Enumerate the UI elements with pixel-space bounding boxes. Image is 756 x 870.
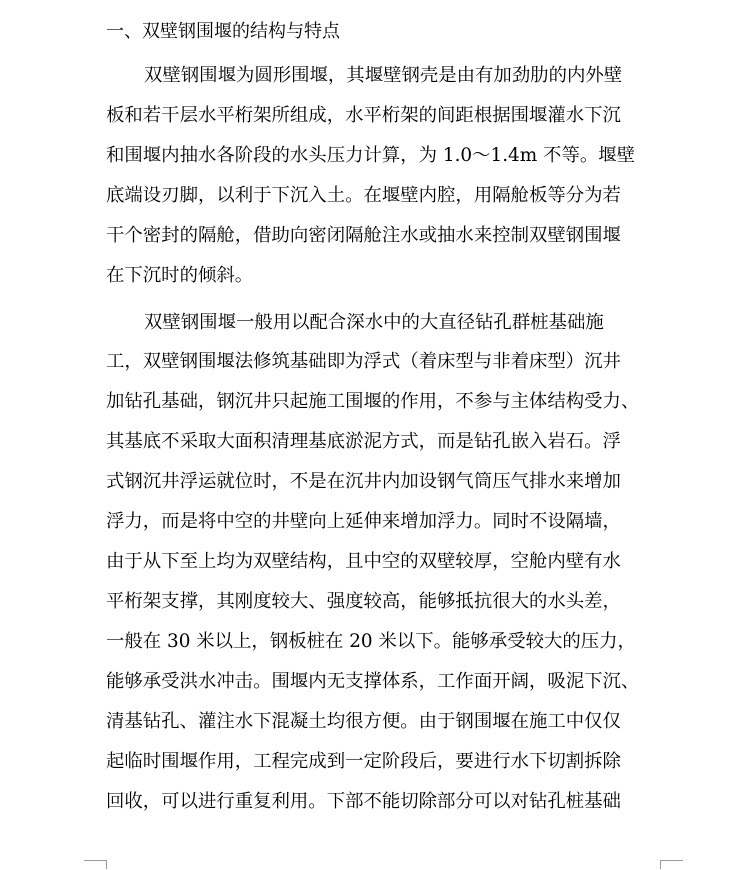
paragraph-2-line: 能够承受洪水冲击。围堰内无支撑体系，工作面开阔，吸泥下沉、 xyxy=(106,671,640,692)
paragraph-2-line: 式钢沉井浮运就位时，不是在沉井内加设钢气筒压气排水来增加 xyxy=(106,471,621,492)
paragraph-2-line: 一般在 30 米以上，钢板桩在 20 米以下。能够承受较大的压力， xyxy=(106,631,636,652)
paragraph-1-line: 双壁钢围堰为圆形围堰，其堰壁钢壳是由有加劲肋的内外壁 xyxy=(144,65,623,86)
paragraph-1-line: 在下沉时的倾斜。 xyxy=(106,265,254,286)
paragraph-1-line: 底端设刃脚，以利于下沉入土。在堰壁内腔，用隔舱板等分为若 xyxy=(106,185,621,206)
paragraph-2-line: 起临时围堰作用，工程完成到一定阶段后，要进行水下切割拆除 xyxy=(106,751,621,772)
paragraph-2-line: 加钻孔基础，钢沉井只起施工围堰的作用，不参与主体结构受力、 xyxy=(106,391,640,412)
paragraph-2-line: 清基钻孔、灌注水下混凝土均很方便。由于钢围堰在施工中仅仅 xyxy=(106,711,621,732)
paragraph-2-line: 浮力，而是将中空的井壁向上延伸来增加浮力。同时不设隔墙， xyxy=(106,511,621,532)
page-corner-mark-left xyxy=(84,860,107,869)
paragraph-2-line: 工，双壁钢围堰法修筑基础即为浮式（着床型与非着床型）沉井 xyxy=(106,351,621,372)
paragraph-1-line: 板和若干层水平桁架所组成，水平桁架的间距根据围堰灌水下沉 xyxy=(106,105,621,126)
paragraph-2-line: 由于从下至上均为双壁结构，且中空的双壁较厚，空舱内壁有水 xyxy=(106,551,621,572)
paragraph-2-line: 回收，可以进行重复利用。下部不能切除部分可以对钻孔桩基础 xyxy=(106,791,621,812)
paragraph-2-line: 平桁架支撑，其刚度较大、强度较高，能够抵抗很大的水头差， xyxy=(106,591,621,612)
paragraph-1-line: 和围堰内抽水各阶段的水头压力计算，为 1.0～1.4m 不等。堰壁 xyxy=(106,145,636,166)
section-heading: 一、双壁钢围堰的结构与特点 xyxy=(106,21,340,42)
paragraph-1-line: 干个密封的隔舱，借助向密闭隔舱注水或抽水来控制双壁钢围堰 xyxy=(106,225,621,246)
paragraph-2-line: 其基底不采取大面积清理基底淤泥方式，而是钻孔嵌入岩石。浮 xyxy=(106,431,621,452)
page-corner-mark-right xyxy=(660,860,683,869)
paragraph-2-line: 双壁钢围堰一般用以配合深水中的大直径钻孔群桩基础施 xyxy=(144,312,604,333)
